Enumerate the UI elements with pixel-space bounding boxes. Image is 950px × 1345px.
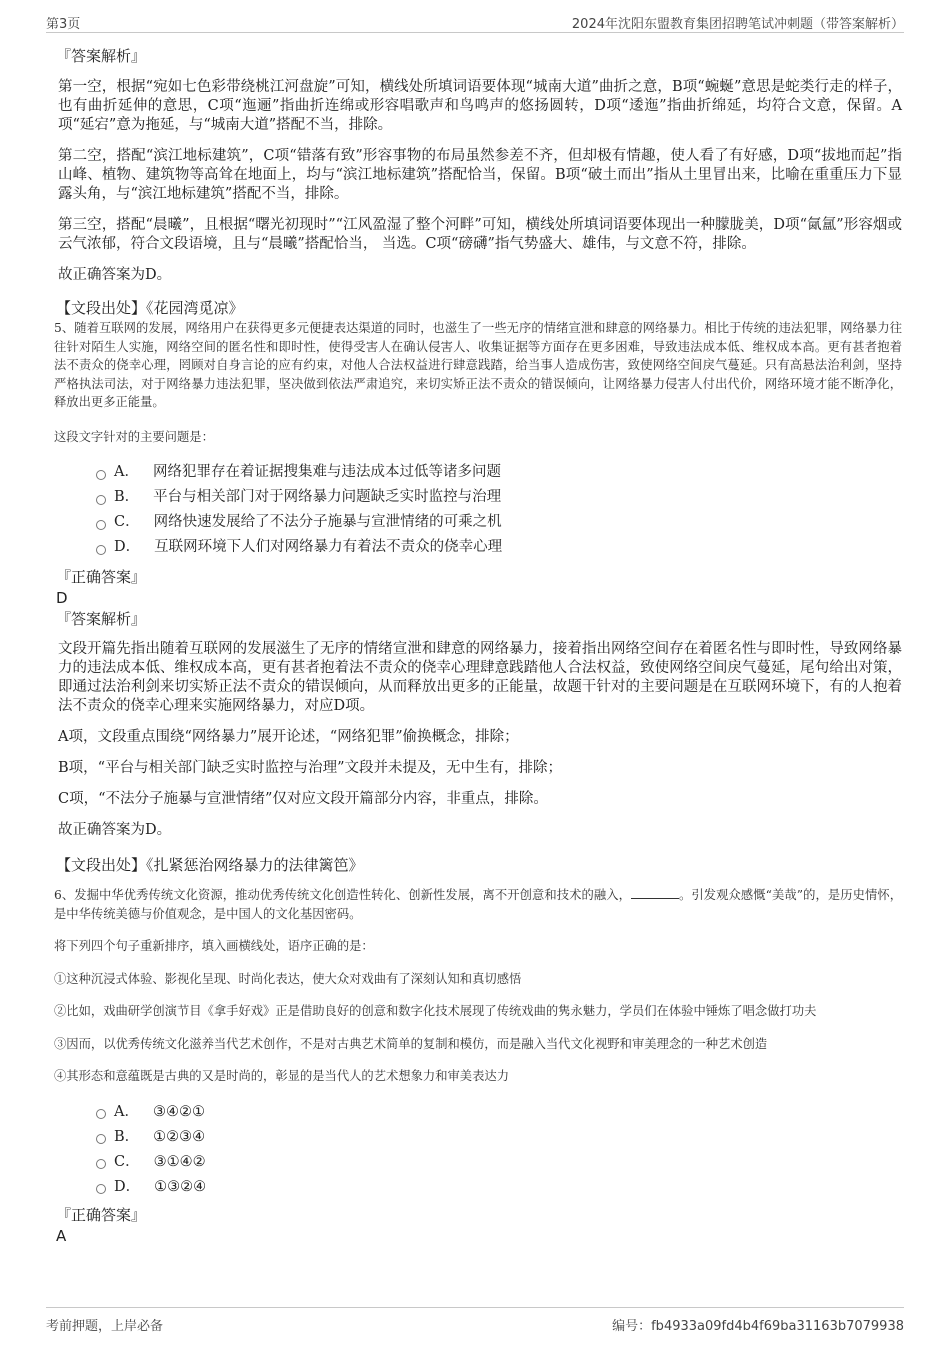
- footer-slogan: 考前押题，上岸必备: [46, 1319, 164, 1334]
- q4-analysis-paragraph-1: 第一空，根据“宛如七色彩带绕桃江河盘旋”可知，横线处所填词语要体现“城南大道”曲折之意，B项“蜿蜒”意思是蛇类行走的样子，也有曲折延伸的意思，C项“迤逦”指曲折连绵或形容唱歌声和鸟鸣声的悠扬圆转，D项“逶迤”指曲折绵延，均符合文意，保留。A项“延宕”意为拖延，与“城南大道”搭配不当，排除。: [58, 79, 902, 133]
- q5-options: [56, 460, 902, 560]
- radio-icon[interactable]: [96, 470, 106, 480]
- q5-answer: D: [56, 589, 68, 607]
- q4-analysis-paragraph-2: 第二空，搭配“滨江地标建筑”，C项“错落有致”形容事物的布局虽然参差不齐，但却极有情趣，使人看了有好感，D项“拔地而起”指山峰、植物、建筑物等高耸在地面上，均与“滨江地标建筑”搭配恰当，保留。B项“破土而出”指从土里冒出来，比喻在重重压力下显露头角，与“滨江地标建筑”搭配不当，排除。: [58, 148, 902, 202]
- q6-sentence-3: ③因而，以优秀传统文化滋养当代艺术创作，不是对古典艺术简单的复制和模仿，而是融入当代文化视野和审美理念的一种艺术创造: [54, 1036, 768, 1051]
- radio-icon[interactable]: [96, 495, 106, 505]
- footer-code: 编号：fb4933a09fd4b4f69ba31163b7079938: [612, 1319, 904, 1334]
- q5-analysis-b: B项，“平台与相关部门缺乏实时监控与治理”文段并未提及，无中生有，排除；: [58, 760, 562, 776]
- radio-icon[interactable]: [96, 1184, 106, 1194]
- q6-answer-label: 『正确答案』: [56, 1205, 147, 1224]
- page-number: 第3页: [46, 17, 81, 32]
- radio-icon[interactable]: [96, 1109, 106, 1119]
- q5-option-c[interactable]: C． 网络快速发展给了不法分子施暴与宣泄情绪的可乘之机: [56, 510, 902, 535]
- q6-options: [56, 1100, 902, 1200]
- fill-blank: [631, 886, 679, 899]
- q4-analysis-paragraph-3: 第三空，搭配“晨曦”，且根据“曙光初现时”“江风盈湿了整个河畔”可知，横线处所填词语要体现出一种朦胧美，D项“氤氲”形容烟或云气浓郁，符合文段语境，且与“晨曦”搭配恰当， 当选。C项“磅礴”指气势盛大、雄伟，与文意不符，排除。: [58, 217, 902, 252]
- q5-conclusion: 故正确答案为D。: [58, 822, 172, 838]
- q5-stem: 5、随着互联网的发展，网络用户在获得更多元便捷表达渠道的同时，也滋生了一些无序的情绪宣泄和肆意的网络暴力。相比于传统的违法犯罪，网络暴力往往针对陌生人实施，网络空间的匿名性和即时性，使得受害人在确认侵害人、收集证据等方面存在更多困难，导致违法成本低、维权成本高。更有甚者抱着法不责众的侥幸心理，罔顾对自身言论的应有约束，对他人合法权益进行肆意践踏，给当事人造成伤害，致使网络空间戾气蔓延。只有高悬法治利剑，坚持严格执法司法，对于网络暴力违法犯罪，坚决做到依法严肃追究，来切实矫正法不责众的错误倾向，让网络暴力侵害人付出代价，网络环境才能不断净化，释放出更多正能量。: [54, 321, 902, 409]
- q5-analysis-a: A项，文段重点围绕“网络暴力”展开论述，“网络犯罪”偷换概念，排除；: [58, 729, 519, 745]
- q6-question: 将下列四个句子重新排序，填入画横线处，语序正确的是：: [54, 939, 374, 953]
- q4-source: 【文段出处】《花园湾觅凉》: [56, 299, 244, 317]
- q5-option-d[interactable]: D． 互联网环境下人们对网络暴力有着法不责众的侥幸心理: [56, 535, 902, 560]
- page-content: [56, 45, 902, 1246]
- q5-question: 这段文字针对的主要问题是：: [54, 429, 214, 444]
- q6-option-a[interactable]: A． ③④②①: [56, 1100, 902, 1125]
- document-title: 2024年沈阳东盟教育集团招聘笔试冲刺题（带答案解析）: [571, 17, 904, 32]
- q5-option-a[interactable]: A． 网络犯罪存在着证据搜集难与违法成本过低等诸多问题: [56, 460, 902, 485]
- q6-option-b[interactable]: B． ①②③④: [56, 1125, 902, 1150]
- q5-source: 【文段出处】《扎紧惩治网络暴力的法律篱笆》: [56, 856, 364, 874]
- q6-answer: A: [56, 1226, 67, 1245]
- radio-icon[interactable]: [96, 1159, 106, 1169]
- q6-sentence-1: ①这种沉浸式体验、影视化呈现、时尚化表达，使大众对戏曲有了深刻认知和真切感悟: [54, 971, 522, 986]
- q6-sentence-2: ②比如，戏曲研学创演节目《拿手好戏》正是借助良好的创意和数字化技术展现了传统戏曲的隽永魅力，学员们在体验中锤炼了唱念做打功夫: [54, 1004, 817, 1018]
- q5-answer-label: 『正确答案』: [56, 568, 147, 586]
- q5-analysis-c: C项，“不法分子施暴与宣泄情绪”仅对应文段开篇部分内容，非重点，排除。: [58, 791, 548, 807]
- q6-option-d[interactable]: D． ①③②④: [56, 1175, 902, 1200]
- q6-option-c[interactable]: C． ③①④②: [56, 1150, 902, 1175]
- radio-icon[interactable]: [96, 1134, 106, 1144]
- q5-analysis-paragraph: 文段开篇先指出随着互联网的发展滋生了无序的情绪宣泄和肆意的网络暴力，接着指出网络空间存在着匿名性与即时性，导致网络暴力的违法成本低、维权成本高，更有甚者抱着法不责众的侥幸心理肆意践踏他人合法权益，致使网络空间戾气蔓延，尾句给出对策，即通过法治利剑来切实矫正法不责众的错误倾向，从而释放出更多的正能量，故题干针对的主要问题是在互联网环境下，有的人抱着法不责众的侥幸心理来实施网络暴力，对应D项。: [58, 641, 902, 714]
- q6-sentence-4: ④其形态和意蕴既是古典的又是时尚的，彰显的是当代人的艺术想象力和审美表达力: [54, 1069, 509, 1083]
- page-footer: [46, 1307, 904, 1334]
- q6-stem: 6、发掘中华优秀传统文化资源，推动优秀传统文化创造性转化、创新性发展，离不开创意和技术的融入， 。引发观众感慨“美哉”的，是历史情怀，是中华传统美德与价值观念，是中国人的文化基因密码。: [54, 888, 902, 921]
- q5-option-b[interactable]: B． 平台与相关部门对于网络暴力问题缺乏实时监控与治理: [56, 485, 902, 510]
- radio-icon[interactable]: [96, 545, 106, 555]
- page-header: [46, 10, 904, 33]
- q4-conclusion: 故正确答案为D。: [58, 267, 172, 283]
- q4-analysis-label: 『答案解析』: [56, 47, 147, 65]
- radio-icon[interactable]: [96, 520, 106, 530]
- q5-analysis-label: 『答案解析』: [56, 610, 147, 628]
